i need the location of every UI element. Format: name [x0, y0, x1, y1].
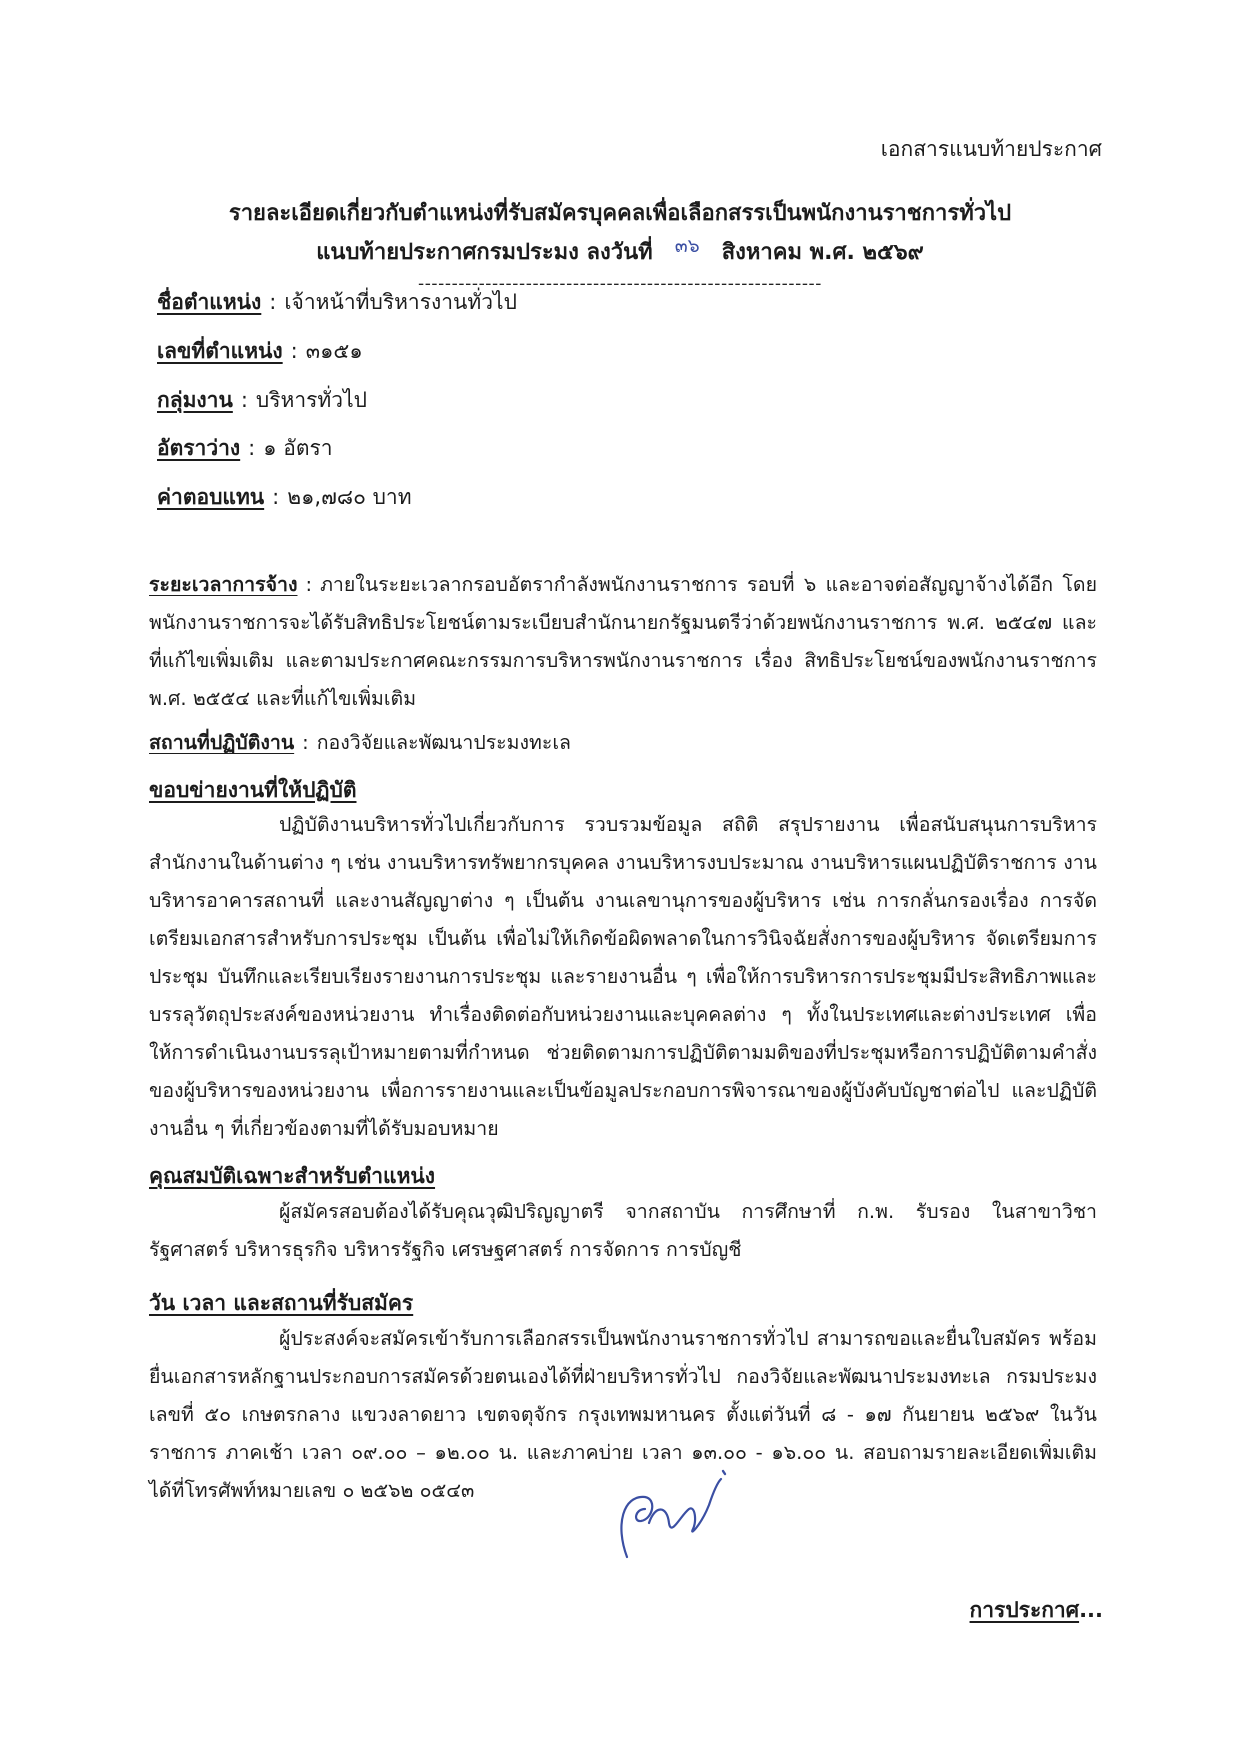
- application-heading: วัน เวลา และสถานที่รับสมัคร: [149, 1291, 414, 1315]
- workplace-value: กองวิจัยและพัฒนาประมงทะเล: [316, 731, 571, 754]
- document-title-line2: [0, 234, 1240, 269]
- continuation-text: การประกาศ: [969, 1598, 1080, 1622]
- scope-heading: ขอบข่ายงานที่ให้ปฏิบัติ: [149, 778, 357, 802]
- field-separator: :: [272, 485, 280, 509]
- qualifications-heading: คุณสมบัติเฉพาะสำหรับตำแหน่ง: [149, 1164, 436, 1188]
- employment-period-label: ระยะเวลาการจ้าง: [149, 573, 298, 596]
- handwritten-day: ๓๖: [674, 235, 700, 257]
- field-separator: :: [269, 290, 277, 314]
- document-title-line1: รายละเอียดเกี่ยวกับตำแหน่งที่รับสมัครบุคคลเพื่อเลือกสรรเป็นพนักงานราชการทั่วไป: [228, 201, 1012, 226]
- qualifications-text: ผู้สมัครสอบต้องได้รับคุณวุฒิปริญญาตรี จากสถาบัน การศึกษาที่ ก.พ. รับรอง ในสาขาวิชารัฐศาสตร์ บริหารธุรกิจ บริหารรัฐกิจ เศรษฐศาสตร์ การจัดการ การบัญชี: [149, 1200, 1097, 1261]
- field-label: ค่าตอบแทน: [157, 485, 265, 509]
- employment-period-text: ภายในระยะเวลากรอบอัตรากำลังพนักงานราชการ รอบที่ ๖ และอาจต่อสัญญาจ้างได้อีก โดยพนักงานราชการจะได้รับสิทธิประโยชน์ตามระเบียบสำนักนายกรัฐมนตรีว่าด้วยพนักงานราชการ พ.ศ. ๒๕๔๗ และที่แก้ไขเพิ่มเติม และตามประกาศคณะกรรมการบริหารพนักงานราชการ เรื่อง สิทธิประโยชน์ของพนักงานราชการ พ.ศ. ๒๕๕๔ และที่แก้ไขเพิ่มเติม: [149, 573, 1097, 710]
- field-label: ชื่อตำแหน่ง: [157, 290, 262, 314]
- field-value: ๒๑,๗๘๐ บาท: [287, 485, 412, 509]
- employment-period-separator: :: [305, 573, 313, 596]
- field-separator: :: [248, 436, 256, 460]
- workplace-separator: :: [302, 731, 309, 754]
- field-work-group: [157, 384, 367, 417]
- employment-period-section: [149, 566, 1097, 718]
- field-vacancies: [157, 432, 333, 465]
- field-position-number: [157, 335, 363, 368]
- title-divider: ------------------------------------------------------------: [417, 274, 823, 294]
- workplace-label: สถานที่ปฏิบัติงาน: [149, 731, 295, 754]
- field-label: เลขที่ตำแหน่ง: [157, 339, 283, 363]
- workplace-section: [149, 724, 1097, 762]
- field-value: บริหารทั่วไป: [255, 388, 367, 412]
- title-line2-suffix: สิงหาคม พ.ศ. ๒๕๖๙: [721, 240, 924, 265]
- field-value: เจ้าหน้าที่บริหารงานทั่วไป: [284, 290, 517, 314]
- field-label: อัตราว่าง: [157, 436, 241, 460]
- field-separator: :: [290, 339, 298, 363]
- field-compensation: [157, 481, 412, 514]
- attachment-label: เอกสารแนบท้ายประกาศ: [880, 137, 1102, 161]
- field-label: กลุ่มงาน: [157, 388, 233, 412]
- field-value: ๑ อัตรา: [263, 436, 333, 460]
- field-value: ๓๑๕๑: [305, 339, 363, 363]
- scope-text: ปฏิบัติงานบริหารทั่วไปเกี่ยวกับการ รวบรวมข้อมูล สถิติ สรุปรายงาน เพื่อสนับสนุนการบริหารสำนักงานในด้านต่าง ๆ เช่น งานบริหารทรัพยากรบุคคล งานบริหารงบประมาณ งานบริหารแผนปฏิบัติราชการ งานบริหารอาคารสถานที่ และงานสัญญาต่าง ๆ เป็นต้น งานเลขานุการของผู้บริหาร เช่น การกลั่นกรองเรื่อง การจัดเตรียมเอกสารสำหรับการประชุม เป็นต้น เพื่อไม่ให้เกิดข้อผิดพลาดในการวินิจฉัยสั่งการของผู้บริหาร จัดเตรียมการประชุม บันทึกและเรียบเรียงรายงานการประชุม และรายงานอื่น ๆ เพื่อให้การบริหารการประชุมมีประสิทธิภาพและบรรลุวัตถุประสงค์ของหน่วยงาน ทำเรื่องติดต่อกับหน่วยงานและบุคคลต่าง ๆ ทั้งในประเทศและต่างประเทศ เพื่อให้การดำเนินงานบรรลุเป้าหมายตามที่กำหนด ช่วยติดตามการปฏิบัติตามมติของที่ประชุมหรือการปฏิบัติตามคำสั่งของผู้บริหารของหน่วยงาน เพื่อการรายงานและเป็นข้อมูลประกอบการพิจารณาของผู้บังคับบัญชาต่อไป และปฏิบัติงานอื่น ๆ ที่เกี่ยวข้องตามที่ได้รับมอบหมาย: [149, 813, 1097, 1140]
- continuation-note: [970, 1594, 1103, 1627]
- field-position-name: [157, 286, 517, 319]
- application-text: ผู้ประสงค์จะสมัครเข้ารับการเลือกสรรเป็นพนักงานราชการทั่วไป สามารถขอและยื่นใบสมัคร พร้อมยื่นเอกสารหลักฐานประกอบการสมัครด้วยตนเองได้ที่ฝ่ายบริหารทั่วไป กองวิจัยและพัฒนาประมงทะเล กรมประมง เลขที่ ๕๐ เกษตรกลาง แขวงลาดยาว เขตจตุจักร กรุงเทพมหานคร ตั้งแต่วันที่ ๘ - ๑๗ กันยายน ๒๕๖๙ ในวันราชการ ภาคเช้า เวลา ๐๙.๐๐ – ๑๒.๐๐ น. และภาคบ่าย เวลา ๑๓.๐๐ - ๑๖.๐๐ น. สอบถามรายละเอียดเพิ่มเติม ได้ที่โทรศัพท์หมายเลข ๐ ๒๕๖๒ ๐๕๔๓: [149, 1327, 1097, 1502]
- continuation-ellipsis: ...: [1079, 1598, 1103, 1622]
- signature-icon: [605, 1465, 735, 1580]
- title-line2-prefix: แนบท้ายประกาศกรมประมง ลงวันที่: [316, 240, 653, 265]
- field-separator: :: [240, 388, 248, 412]
